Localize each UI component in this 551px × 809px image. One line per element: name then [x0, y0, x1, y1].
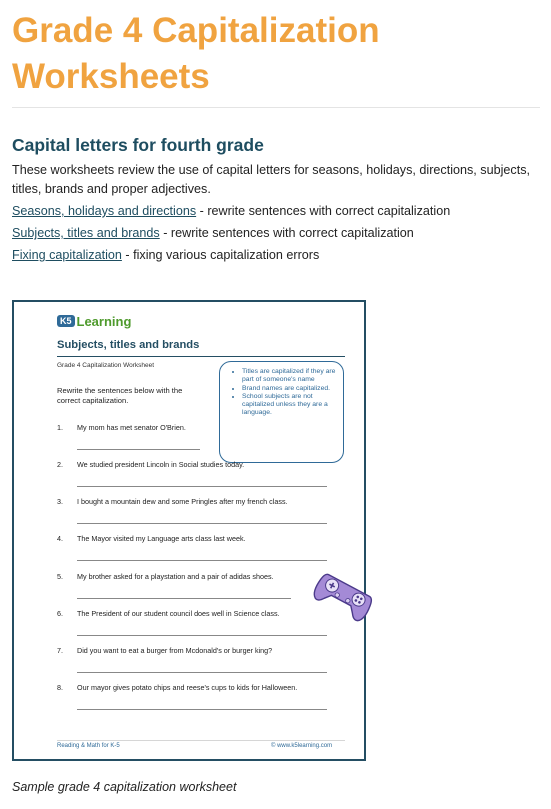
question-number: 2.	[57, 460, 63, 469]
question-text: Our mayor gives potato chips and reese's cups to kids for Halloween.	[77, 683, 298, 692]
k5-learning-logo	[57, 314, 131, 329]
question-text: Did you want to eat a burger from Mcdonald's or burger king?	[77, 646, 273, 655]
worksheet-title: Subjects, titles and brands	[57, 339, 200, 351]
question-number: 7.	[57, 646, 63, 655]
link-description: - fixing various capitalization errors	[121, 248, 320, 262]
question-item	[57, 609, 280, 618]
worksheet-title-rule	[57, 356, 345, 357]
answer-line	[77, 560, 327, 561]
question-item	[57, 534, 246, 543]
question-number: 1.	[57, 423, 63, 432]
question-text: The President of our student council does well in Science class.	[77, 609, 280, 618]
question-item	[57, 423, 186, 432]
answer-line	[77, 449, 200, 450]
question-item	[57, 460, 244, 469]
worksheet-link-row-1	[12, 202, 450, 220]
question-number: 3.	[57, 497, 63, 506]
answer-line	[77, 672, 327, 673]
question-text: We studied president Lincoln in Social studies today.	[77, 460, 245, 469]
worksheet-caption: Sample grade 4 capitalization worksheet	[12, 780, 237, 794]
question-number: 8.	[57, 683, 63, 692]
link-subjects-titles-brands[interactable]: Subjects, titles and brands	[12, 226, 160, 240]
worksheet-label: Grade 4 Capitalization Worksheet	[57, 362, 155, 369]
tips-list	[230, 368, 337, 418]
gamepad-icon	[310, 562, 376, 632]
title-divider	[12, 107, 540, 108]
question-text: My mom has met senator O'Brien.	[77, 423, 186, 432]
question-text: My brother asked for a playstation and a pair of adidas shoes.	[77, 572, 274, 581]
logo-text: Learning	[76, 314, 132, 329]
worksheet-preview[interactable]	[12, 300, 366, 761]
question-number: 4.	[57, 534, 63, 543]
answer-line	[77, 635, 327, 636]
worksheet-footer-rule	[57, 740, 345, 741]
worksheet-footer-right: © www.k5learning.com	[271, 743, 333, 749]
question-text: The Mayor visited my Language arts class last week.	[77, 534, 246, 543]
answer-line	[77, 598, 291, 599]
question-item	[57, 497, 288, 506]
answer-line	[77, 486, 327, 487]
worksheet-link-row-2	[12, 224, 414, 242]
tips-box	[219, 361, 344, 463]
link-description: - rewrite sentences with correct capitalization	[196, 204, 451, 218]
link-seasons-holidays-directions[interactable]: Seasons, holidays and directions	[12, 204, 197, 218]
answer-line	[77, 709, 327, 710]
answer-line	[77, 523, 327, 524]
question-item	[57, 683, 297, 692]
tip-item: • Titles are capitalized if they are part of someone's name	[242, 368, 337, 385]
question-number: 6.	[57, 609, 63, 618]
intro-text: These worksheets review the use of capital letters for seasons, holidays, directions, subjects, titles, brands and proper adjectives.	[12, 163, 530, 196]
question-item	[57, 646, 272, 655]
page-title: Grade 4 Capitalization Worksheets	[12, 11, 380, 96]
tip-item: • Brand names are capitalized.	[242, 385, 337, 393]
link-description: - rewrite sentences with correct capitalization	[159, 226, 414, 240]
section-heading: Capital letters for fourth grade	[12, 135, 264, 155]
question-text: I bought a mountain dew and some Pringles after my french class.	[77, 497, 288, 506]
worksheet-instructions: Rewrite the sentences below with the correct capitalization.	[57, 386, 183, 405]
logo-badge: K5	[57, 315, 75, 327]
link-fixing-capitalization[interactable]: Fixing capitalization	[12, 248, 122, 262]
tip-item: • School subjects are not capitalized unless they are a language.	[242, 393, 337, 418]
question-item	[57, 572, 274, 581]
worksheet-link-row-3	[12, 246, 319, 264]
question-number: 5.	[57, 572, 63, 581]
worksheet-footer-left: Reading & Math for K-5	[57, 743, 120, 749]
